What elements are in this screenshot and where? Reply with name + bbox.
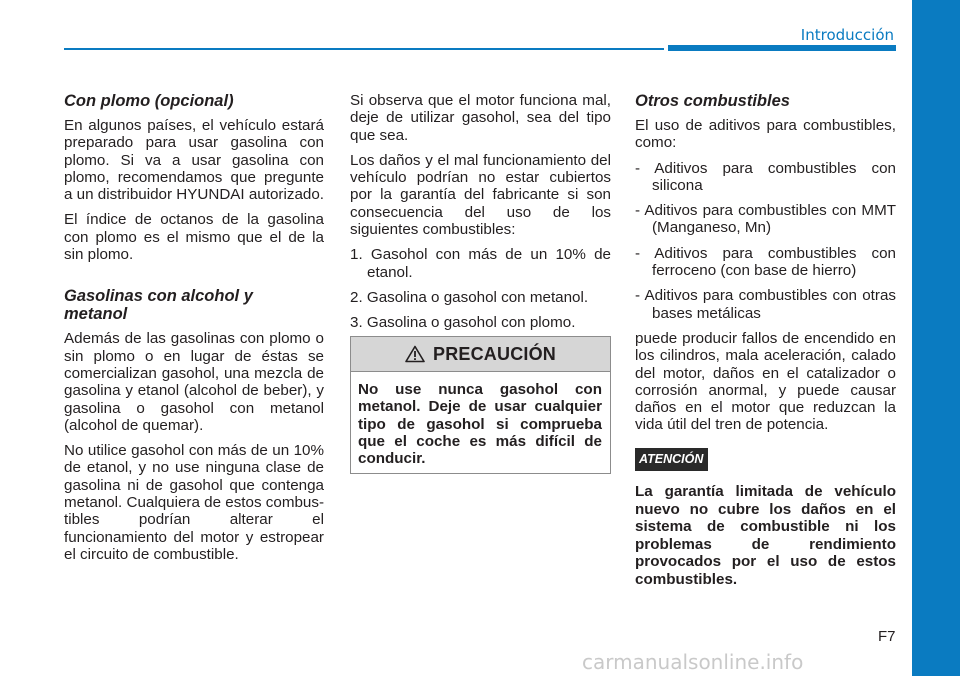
column-middle: [350, 92, 611, 340]
paragraph: El índice de octanos de la gasolina con plomo es el mismo que el de la sin plomo.: [64, 211, 324, 264]
heading-other-fuels: Otros combustibles: [635, 92, 790, 110]
notice-badge: ATENCIÓN: [635, 448, 708, 471]
chapter-side-tab: [912, 0, 960, 676]
list-item: - Aditivos para combustibles con silicona: [635, 159, 896, 194]
caution-header: [351, 337, 610, 372]
list-item: - Aditivos para combustibles con otras bases metálicas: [635, 287, 896, 322]
caution-text: No use nunca gasohol con metanol. Deje de usar cualquier tipo de gasohol si comprueba que el coche es más difícil de conducir.: [358, 381, 602, 468]
list-item: - Aditivos para combustibles con MMT (Manganeso, Mn): [635, 202, 896, 237]
list-item: 1. Gasohol con más de un 10% de etanol.: [350, 246, 611, 281]
numbered-list: [350, 246, 611, 331]
caution-title: PRECAUCIÓN: [432, 343, 556, 364]
heading-leaded-fuel: Con plomo (opcional): [64, 92, 234, 110]
column-right: [635, 92, 896, 588]
list-item: 2. Gasolina o gasohol con metanol.: [350, 288, 589, 306]
header-rule-accent: [668, 45, 896, 51]
paragraph: El uso de aditivos para combustibles, como:: [635, 117, 896, 152]
column-left: [64, 92, 324, 571]
notice-text: La garantía limitada de vehículo nuevo no cubre los daños en el sistema de combustible ni los problemas de rendimiento provocados por el uso de estos combustibles.: [635, 483, 896, 588]
header-rule: [64, 48, 664, 50]
heading-alcohol-fuels: Gasolinas con alcohol y metanol: [64, 287, 253, 324]
paragraph: En algunos países, el vehículo estará preparado para usar gasolina con plomo. Si va a usar gasolina con plomo, recomendamos que pregunte a un distribuidor HYUNDAI autorizado.: [64, 117, 324, 204]
list-item: - Aditivos para combustibles con ferroceno (con base de hierro): [635, 244, 896, 280]
page-number: F7: [878, 628, 896, 645]
caution-box: [350, 336, 611, 474]
paragraph: Los daños y el mal funcionamiento del vehículo podrían no estar cubiertos por la garantía del fabricante si son consecuencia del uso de los siguientes combustibles:: [350, 151, 611, 239]
list-item: 3. Gasolina o gasohol con plomo.: [350, 314, 576, 332]
watermark: carmanualsonline.info: [582, 650, 804, 674]
section-title: Introducción: [800, 26, 894, 44]
paragraph: puede producir fallos de encendido en los cilindros, mala aceleración, calado del motor, daños en el catalizador o corrosión anormal, y puede causar daños en el motor que reduzcan la vida útil del tren de potencia.: [635, 329, 896, 434]
additives-list: [635, 160, 896, 322]
paragraph: Si observa que el motor funciona mal, deje de utilizar gasohol, sea del tipo que sea.: [350, 92, 611, 144]
paragraph: No utilice gasohol con más de un 10% de etanol, y no use ninguna clase de gasolina ni de gasohol que contenga metanol. Cualquiera de estos combus-tibles podrían alterar el funcionamiento del motor y estropear el circuito de combustible.: [64, 442, 325, 563]
warning-triangle-icon: [405, 345, 425, 363]
paragraph: Además de las gasolinas con plomo o sin plomo o en lugar de éstas se comercializan gasohol, una mezcla de gasolina y etanol (alcohol de beber), y gasolina o gasohol con metanol (alcohol de quemar).: [64, 330, 324, 434]
